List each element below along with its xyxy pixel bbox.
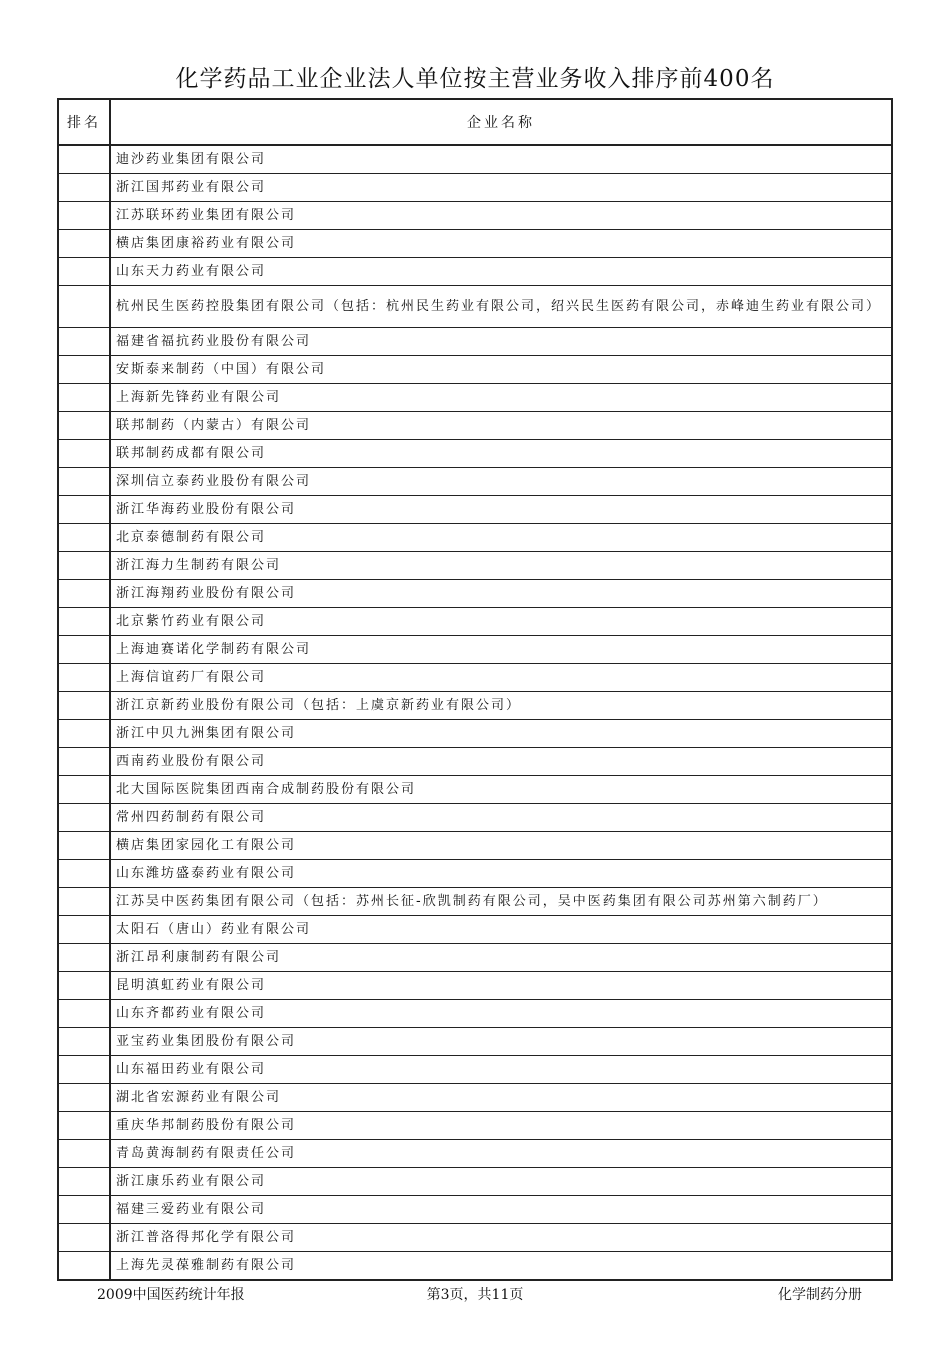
company-name-cell: 上海先灵葆雅制药有限公司 bbox=[110, 1252, 892, 1281]
company-name-cell: 杭州民生医药控股集团有限公司（包括：杭州民生药业有限公司，绍兴民生医药有限公司，赤峰迪生药业有限公司） bbox=[110, 286, 892, 328]
rank-cell bbox=[58, 1028, 110, 1056]
table-row bbox=[58, 692, 892, 720]
company-name-cell: 湖北省宏源药业有限公司 bbox=[110, 1084, 892, 1112]
rank-cell bbox=[58, 804, 110, 832]
rank-cell bbox=[58, 832, 110, 860]
rank-cell bbox=[58, 1196, 110, 1224]
table-row bbox=[58, 1000, 892, 1028]
table-row bbox=[58, 1224, 892, 1252]
table-row bbox=[58, 258, 892, 286]
company-name-cell: 浙江昂利康制药有限公司 bbox=[110, 944, 892, 972]
company-name-cell: 常州四药制药有限公司 bbox=[110, 804, 892, 832]
table-body bbox=[58, 145, 892, 1280]
rank-cell bbox=[58, 636, 110, 664]
table-row bbox=[58, 552, 892, 580]
table-row bbox=[58, 860, 892, 888]
table-row bbox=[58, 412, 892, 440]
table-row bbox=[58, 496, 892, 524]
table-row bbox=[58, 804, 892, 832]
company-name-cell: 福建三爱药业有限公司 bbox=[110, 1196, 892, 1224]
table-row bbox=[58, 1140, 892, 1168]
rank-cell bbox=[58, 1224, 110, 1252]
company-name-cell: 北大国际医院集团西南合成制药股份有限公司 bbox=[110, 776, 892, 804]
company-name-cell: 横店集团家园化工有限公司 bbox=[110, 832, 892, 860]
table-row bbox=[58, 1252, 892, 1281]
rank-cell bbox=[58, 1000, 110, 1028]
rank-cell bbox=[58, 1140, 110, 1168]
footer-page-number: 第3页，共11页 bbox=[426, 1287, 524, 1303]
company-name-cell: 江苏吴中医药集团有限公司（包括：苏州长征-欣凯制药有限公司，吴中医药集团有限公司苏州第六制药厂） bbox=[110, 888, 892, 916]
rank-cell bbox=[58, 356, 110, 384]
company-name-cell: 重庆华邦制药股份有限公司 bbox=[110, 1112, 892, 1140]
company-name-cell: 深圳信立泰药业股份有限公司 bbox=[110, 468, 892, 496]
company-name-cell: 昆明滇虹药业有限公司 bbox=[110, 972, 892, 1000]
rank-cell bbox=[58, 552, 110, 580]
rank-cell bbox=[58, 1112, 110, 1140]
table-row bbox=[58, 1196, 892, 1224]
table-row bbox=[58, 384, 892, 412]
rank-cell bbox=[58, 748, 110, 776]
company-name-cell: 浙江中贝九洲集团有限公司 bbox=[110, 720, 892, 748]
rank-cell bbox=[58, 608, 110, 636]
table-row bbox=[58, 356, 892, 384]
rank-cell bbox=[58, 720, 110, 748]
company-name-cell: 太阳石（唐山）药业有限公司 bbox=[110, 916, 892, 944]
company-name-cell: 北京紫竹药业有限公司 bbox=[110, 608, 892, 636]
rank-cell bbox=[58, 468, 110, 496]
company-name-cell: 联邦制药（内蒙古）有限公司 bbox=[110, 412, 892, 440]
company-name-cell: 上海信谊药厂有限公司 bbox=[110, 664, 892, 692]
table-row bbox=[58, 748, 892, 776]
company-name-cell: 山东齐都药业有限公司 bbox=[110, 1000, 892, 1028]
table-row bbox=[58, 230, 892, 258]
company-name-cell: 上海新先锋药业有限公司 bbox=[110, 384, 892, 412]
rank-cell bbox=[58, 972, 110, 1000]
rank-cell bbox=[58, 1168, 110, 1196]
rank-cell bbox=[58, 888, 110, 916]
rank-cell bbox=[58, 776, 110, 804]
company-name-cell: 安斯泰来制药（中国）有限公司 bbox=[110, 356, 892, 384]
footer-publication: 2009中国医药统计年报 bbox=[97, 1287, 245, 1303]
company-name-cell: 山东福田药业有限公司 bbox=[110, 1056, 892, 1084]
rank-cell bbox=[58, 286, 110, 328]
rank-cell bbox=[58, 145, 110, 174]
footer-volume: 化学制药分册 bbox=[778, 1287, 862, 1303]
rank-cell bbox=[58, 1056, 110, 1084]
company-name-cell: 浙江康乐药业有限公司 bbox=[110, 1168, 892, 1196]
company-name-cell: 横店集团康裕药业有限公司 bbox=[110, 230, 892, 258]
ranking-table bbox=[57, 98, 893, 1281]
table-row bbox=[58, 888, 892, 916]
rank-cell bbox=[58, 916, 110, 944]
table-row bbox=[58, 524, 892, 552]
rank-cell bbox=[58, 230, 110, 258]
table-row bbox=[58, 972, 892, 1000]
rank-cell bbox=[58, 944, 110, 972]
company-name-cell: 浙江国邦药业有限公司 bbox=[110, 174, 892, 202]
rank-cell bbox=[58, 496, 110, 524]
rank-cell bbox=[58, 1084, 110, 1112]
table-row bbox=[58, 1084, 892, 1112]
table-row bbox=[58, 608, 892, 636]
company-name-cell: 青岛黄海制药有限责任公司 bbox=[110, 1140, 892, 1168]
rank-cell bbox=[58, 1252, 110, 1281]
table-row bbox=[58, 440, 892, 468]
rank-cell bbox=[58, 174, 110, 202]
table-row bbox=[58, 1056, 892, 1084]
table-header-row bbox=[58, 99, 892, 145]
table-row bbox=[58, 328, 892, 356]
rank-cell bbox=[58, 440, 110, 468]
table-row bbox=[58, 916, 892, 944]
table-row bbox=[58, 1168, 892, 1196]
company-name-cell: 福建省福抗药业股份有限公司 bbox=[110, 328, 892, 356]
rank-cell bbox=[58, 860, 110, 888]
company-name-cell: 浙江京新药业股份有限公司（包括：上虞京新药业有限公司） bbox=[110, 692, 892, 720]
company-name-cell: 山东天力药业有限公司 bbox=[110, 258, 892, 286]
rank-cell bbox=[58, 258, 110, 286]
company-name-cell: 迪沙药业集团有限公司 bbox=[110, 145, 892, 174]
company-name-cell: 浙江普洛得邦化学有限公司 bbox=[110, 1224, 892, 1252]
table-row bbox=[58, 174, 892, 202]
company-name-cell: 浙江海翔药业股份有限公司 bbox=[110, 580, 892, 608]
rank-column-header: 排名 bbox=[58, 99, 110, 145]
rank-cell bbox=[58, 524, 110, 552]
company-name-cell: 亚宝药业集团股份有限公司 bbox=[110, 1028, 892, 1056]
table-row bbox=[58, 468, 892, 496]
rank-cell bbox=[58, 580, 110, 608]
name-column-header: 企业名称 bbox=[110, 99, 892, 145]
rank-cell bbox=[58, 692, 110, 720]
table-row bbox=[58, 944, 892, 972]
company-name-cell: 江苏联环药业集团有限公司 bbox=[110, 202, 892, 230]
company-name-cell: 浙江华海药业股份有限公司 bbox=[110, 496, 892, 524]
table-row bbox=[58, 1112, 892, 1140]
table-row bbox=[58, 580, 892, 608]
page-title: 化学药品工业企业法人单位按主营业务收入排序前400名 bbox=[175, 66, 775, 92]
company-name-cell: 上海迪赛诺化学制药有限公司 bbox=[110, 636, 892, 664]
table-row bbox=[58, 286, 892, 328]
table-row bbox=[58, 832, 892, 860]
company-name-cell: 北京泰德制药有限公司 bbox=[110, 524, 892, 552]
company-name-cell: 浙江海力生制药有限公司 bbox=[110, 552, 892, 580]
table-row bbox=[58, 202, 892, 230]
table-row bbox=[58, 636, 892, 664]
table-row bbox=[58, 145, 892, 174]
rank-cell bbox=[58, 384, 110, 412]
table-row bbox=[58, 776, 892, 804]
company-name-cell: 西南药业股份有限公司 bbox=[110, 748, 892, 776]
company-name-cell: 山东潍坊盛泰药业有限公司 bbox=[110, 860, 892, 888]
rank-cell bbox=[58, 412, 110, 440]
table-row bbox=[58, 720, 892, 748]
table-row bbox=[58, 664, 892, 692]
rank-cell bbox=[58, 328, 110, 356]
company-name-cell: 联邦制药成都有限公司 bbox=[110, 440, 892, 468]
rank-cell bbox=[58, 202, 110, 230]
table-row bbox=[58, 1028, 892, 1056]
rank-cell bbox=[58, 664, 110, 692]
